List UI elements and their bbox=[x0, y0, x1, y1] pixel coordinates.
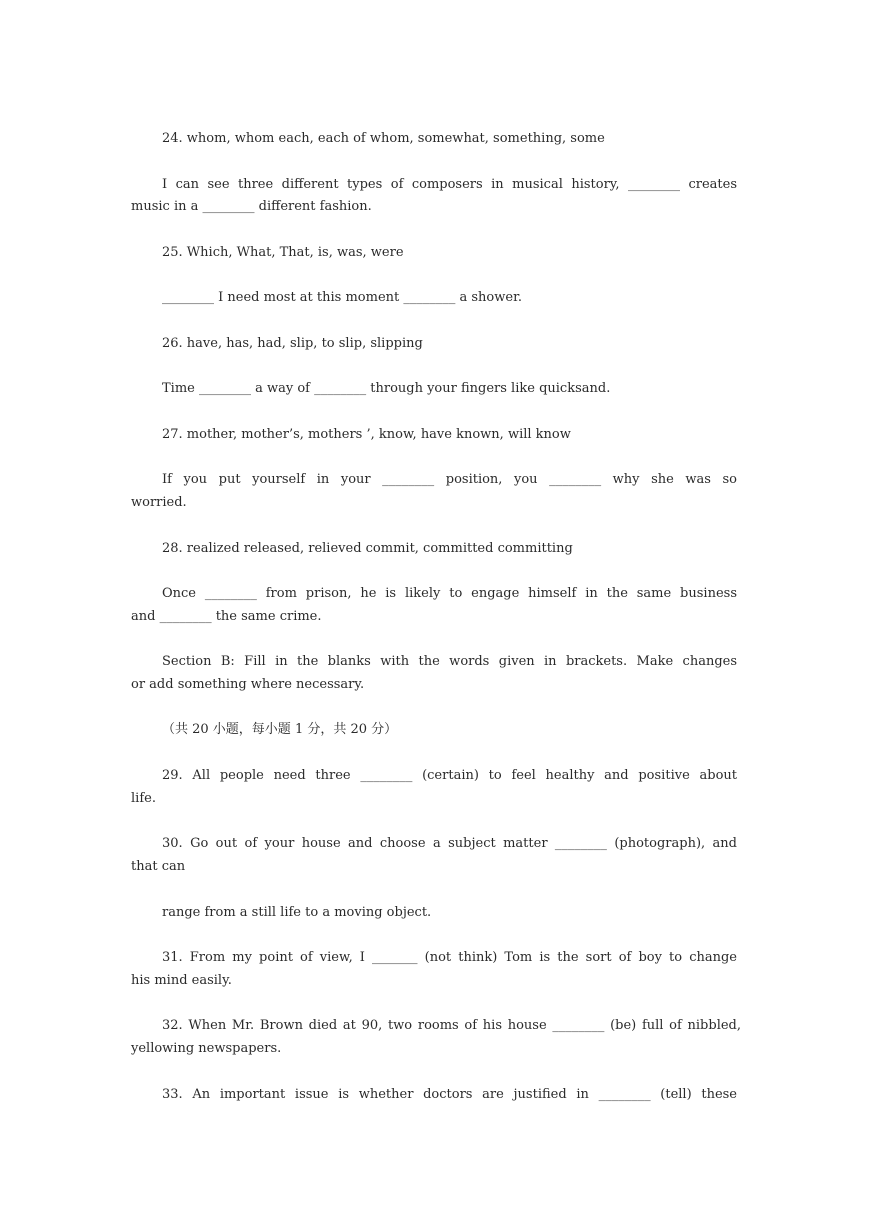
question-26-sentence: Time ________ a way of ________ through your fingers like quicksand. bbox=[162, 381, 611, 396]
section-b-heading-line1: Section B: Fill in the blanks with the words given in brackets. Make changes bbox=[162, 654, 737, 669]
question-26-options: 26. have, has, had, slip, to slip, slipping bbox=[162, 336, 423, 351]
question-32-line2: yellowing newspapers. bbox=[131, 1041, 282, 1056]
question-28-sentence-line2: and ________ the same crime. bbox=[131, 609, 322, 624]
question-24-sentence-line1: I can see three different types of composers in musical history, ________ creates bbox=[162, 177, 737, 192]
question-29-line2: life. bbox=[131, 791, 156, 806]
question-33-line1: 33. An important issue is whether doctors are justified in ________ (tell) these bbox=[162, 1087, 737, 1102]
question-25-sentence: ________ I need most at this moment ________ a shower. bbox=[162, 290, 522, 305]
question-30-line1: 30. Go out of your house and choose a subject matter ________ (photograph), and bbox=[162, 836, 737, 851]
question-28-options: 28. realized released, relieved commit, committed committing bbox=[162, 541, 573, 556]
question-27-sentence-line1: If you put yourself in your ________ position, you ________ why she was so bbox=[162, 472, 737, 487]
question-24-options: 24. whom, whom each, each of whom, somewhat, something, some bbox=[162, 131, 605, 146]
question-27-options: 27. mother, mother’s, mothers ’, know, have known, will know bbox=[162, 427, 571, 442]
question-28-sentence-line1: Once ________ from prison, he is likely to engage himself in the same business bbox=[162, 586, 737, 601]
question-30-line2: that can bbox=[131, 859, 186, 874]
question-24-sentence-line2: music in a ________ different fashion. bbox=[131, 199, 372, 214]
question-32-line1: 32. When Mr. Brown died at 90, two rooms of his house ________ (be) full of nibbled, bbox=[162, 1018, 741, 1033]
question-30-line3: range from a still life to a moving object. bbox=[162, 905, 432, 920]
question-27-sentence-line2: worried. bbox=[131, 495, 187, 510]
section-b-scoring-note: （共 20 小题，每小题 1 分，共 20 分） bbox=[162, 722, 398, 737]
question-31-line1: 31. From my point of view, I _______ (not think) Tom is the sort of boy to change bbox=[162, 950, 737, 965]
question-29-line1: 29. All people need three ________ (certain) to feel healthy and positive about bbox=[162, 768, 737, 783]
section-b-heading-line2: or add something where necessary. bbox=[131, 677, 365, 692]
question-25-options: 25. Which, What, That, is, was, were bbox=[162, 245, 404, 260]
question-31-line2: his mind easily. bbox=[131, 973, 232, 988]
